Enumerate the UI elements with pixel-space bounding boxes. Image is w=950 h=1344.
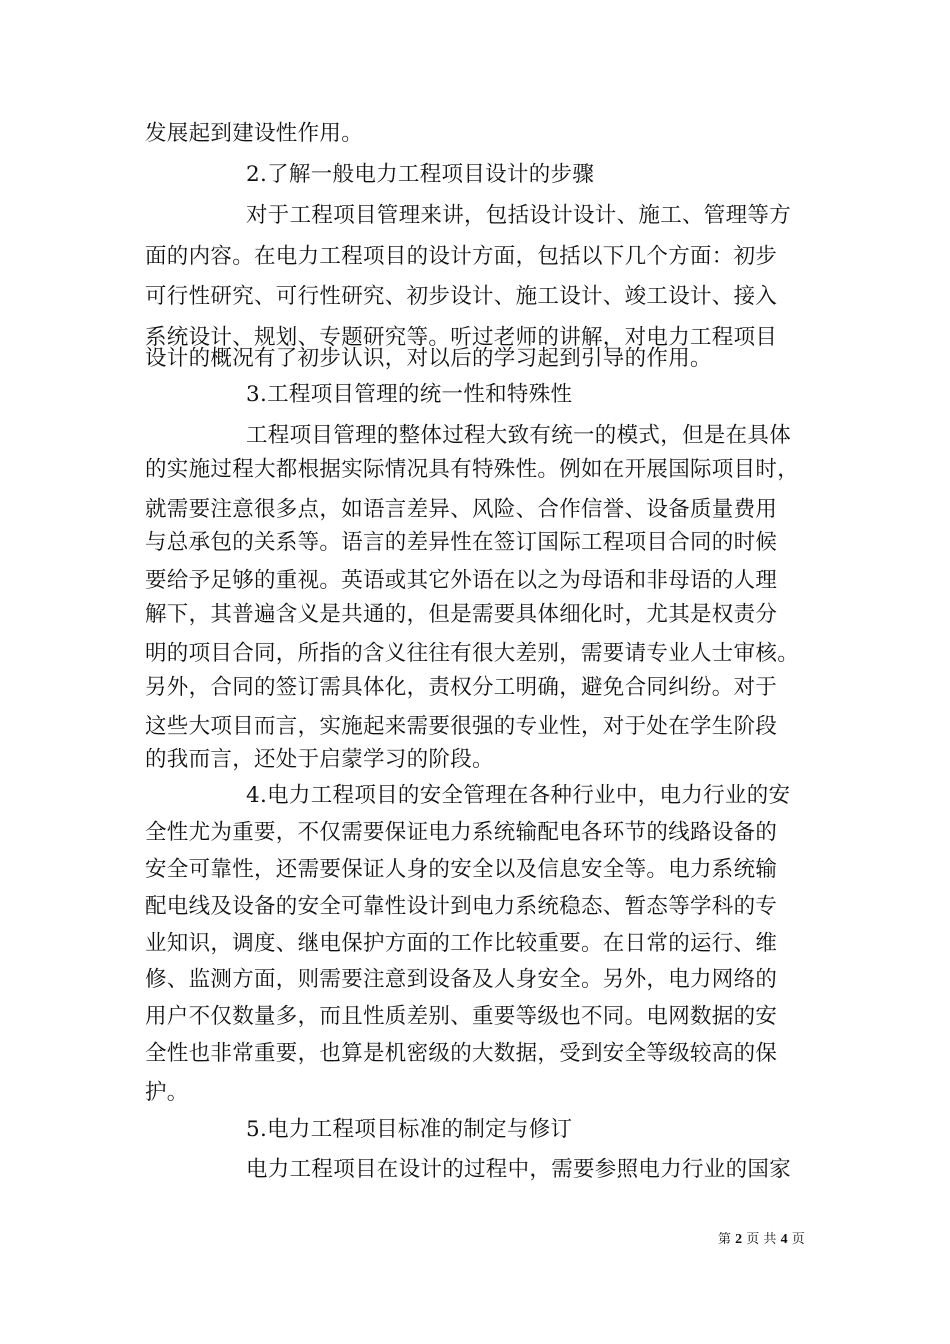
footer-suffix: 页 bbox=[791, 1232, 805, 1247]
body-text-line: 面的内容。在电力工程项目的设计方面，包括以下几个方面：初步 bbox=[145, 244, 778, 269]
section-heading-4: 4.电力工程项目的安全管理在各种行业中，电力行业的安 bbox=[246, 783, 791, 808]
body-text-line: 就需要注意很多点，如语言差异、风险、合作信誉、设备质量费用 bbox=[145, 497, 778, 522]
body-text-line: 的我而言，还处于启蒙学习的阶段。 bbox=[145, 747, 494, 772]
current-page-number: 2 bbox=[735, 1232, 743, 1247]
page-number-footer bbox=[718, 1231, 805, 1249]
body-text-line: 要给予足够的重视。英语或其它外语在以之为母语和非母语的人理 bbox=[145, 568, 778, 593]
body-text-line: 护。 bbox=[145, 1080, 189, 1105]
footer-middle: 页 共 bbox=[746, 1232, 777, 1247]
body-text-line: 电力工程项目在设计的过程中，需要参照电力行业的国家 bbox=[246, 1157, 792, 1182]
body-text-line: 对于工程项目管理来讲，包括设计设计、施工、管理等方 bbox=[246, 203, 792, 228]
body-text-line: 用户不仅数量多，而且性质差别、重要等级也不同。电网数据的安 bbox=[145, 1004, 778, 1029]
body-text-line: 安全可靠性，还需要保证人身的安全以及信息安全等。电力系统输 bbox=[145, 857, 778, 882]
total-page-count: 4 bbox=[780, 1232, 788, 1247]
body-text-line: 设计的概况有了初步认识，对以后的学习起到引导的作用。 bbox=[145, 346, 712, 371]
body-text-line: 全性也非常重要，也算是机密级的大数据，受到安全等级较高的保 bbox=[145, 1041, 778, 1066]
section-heading-2: 2.了解一般电力工程项目设计的步骤 bbox=[246, 162, 595, 187]
section-heading-3: 3.工程项目管理的统一性和特殊性 bbox=[246, 382, 573, 407]
body-text-line: 全性尤为重要，不仅需要保证电力系统输配电各环节的线路设备的 bbox=[145, 820, 778, 845]
body-text-line: 这些大项目而言，实施起来需要很强的专业性，对于处在学生阶段 bbox=[145, 714, 778, 739]
body-text-line: 系统设计、规划、专题研究等。听过老师的讲解，对电力工程项目 bbox=[145, 325, 778, 350]
body-text-line: 工程项目管理的整体过程大致有统一的模式，但是在具体 bbox=[246, 423, 792, 448]
body-text-line: 修、监测方面，则需要注意到设备及人身安全。另外，电力网络的 bbox=[145, 967, 778, 992]
body-text-line: 配电线及设备的安全可靠性设计到电力系统稳态、暂态等学科的专 bbox=[145, 894, 778, 919]
body-text-line: 与总承包的关系等。语言的差异性在签订国际工程项目合同的时候 bbox=[145, 530, 778, 555]
footer-prefix: 第 bbox=[718, 1232, 732, 1247]
body-text-line: 解下，其普遍含义是共通的，但是需要具体细化时，尤其是权责分 bbox=[145, 602, 778, 627]
body-text-line: 另外，合同的签订需具体化，责权分工明确，避免合同纠纷。对于 bbox=[145, 675, 778, 700]
body-text-line: 发展起到建设性作用。 bbox=[145, 121, 364, 146]
body-text-line: 可行性研究、可行性研究、初步设计、施工设计、竣工设计、接入 bbox=[145, 284, 778, 309]
body-text-line: 业知识，调度、继电保护方面的工作比较重要。在日常的运行、维 bbox=[145, 931, 778, 956]
body-text-line: 的实施过程大都根据实际情况具有特殊性。例如在开展国际项目时， bbox=[145, 457, 800, 482]
body-text-line: 明的项目合同，所指的含义往往有很大差别，需要请专业人士审核。 bbox=[145, 641, 800, 666]
section-heading-5: 5.电力工程项目标准的制定与修订 bbox=[246, 1117, 573, 1142]
